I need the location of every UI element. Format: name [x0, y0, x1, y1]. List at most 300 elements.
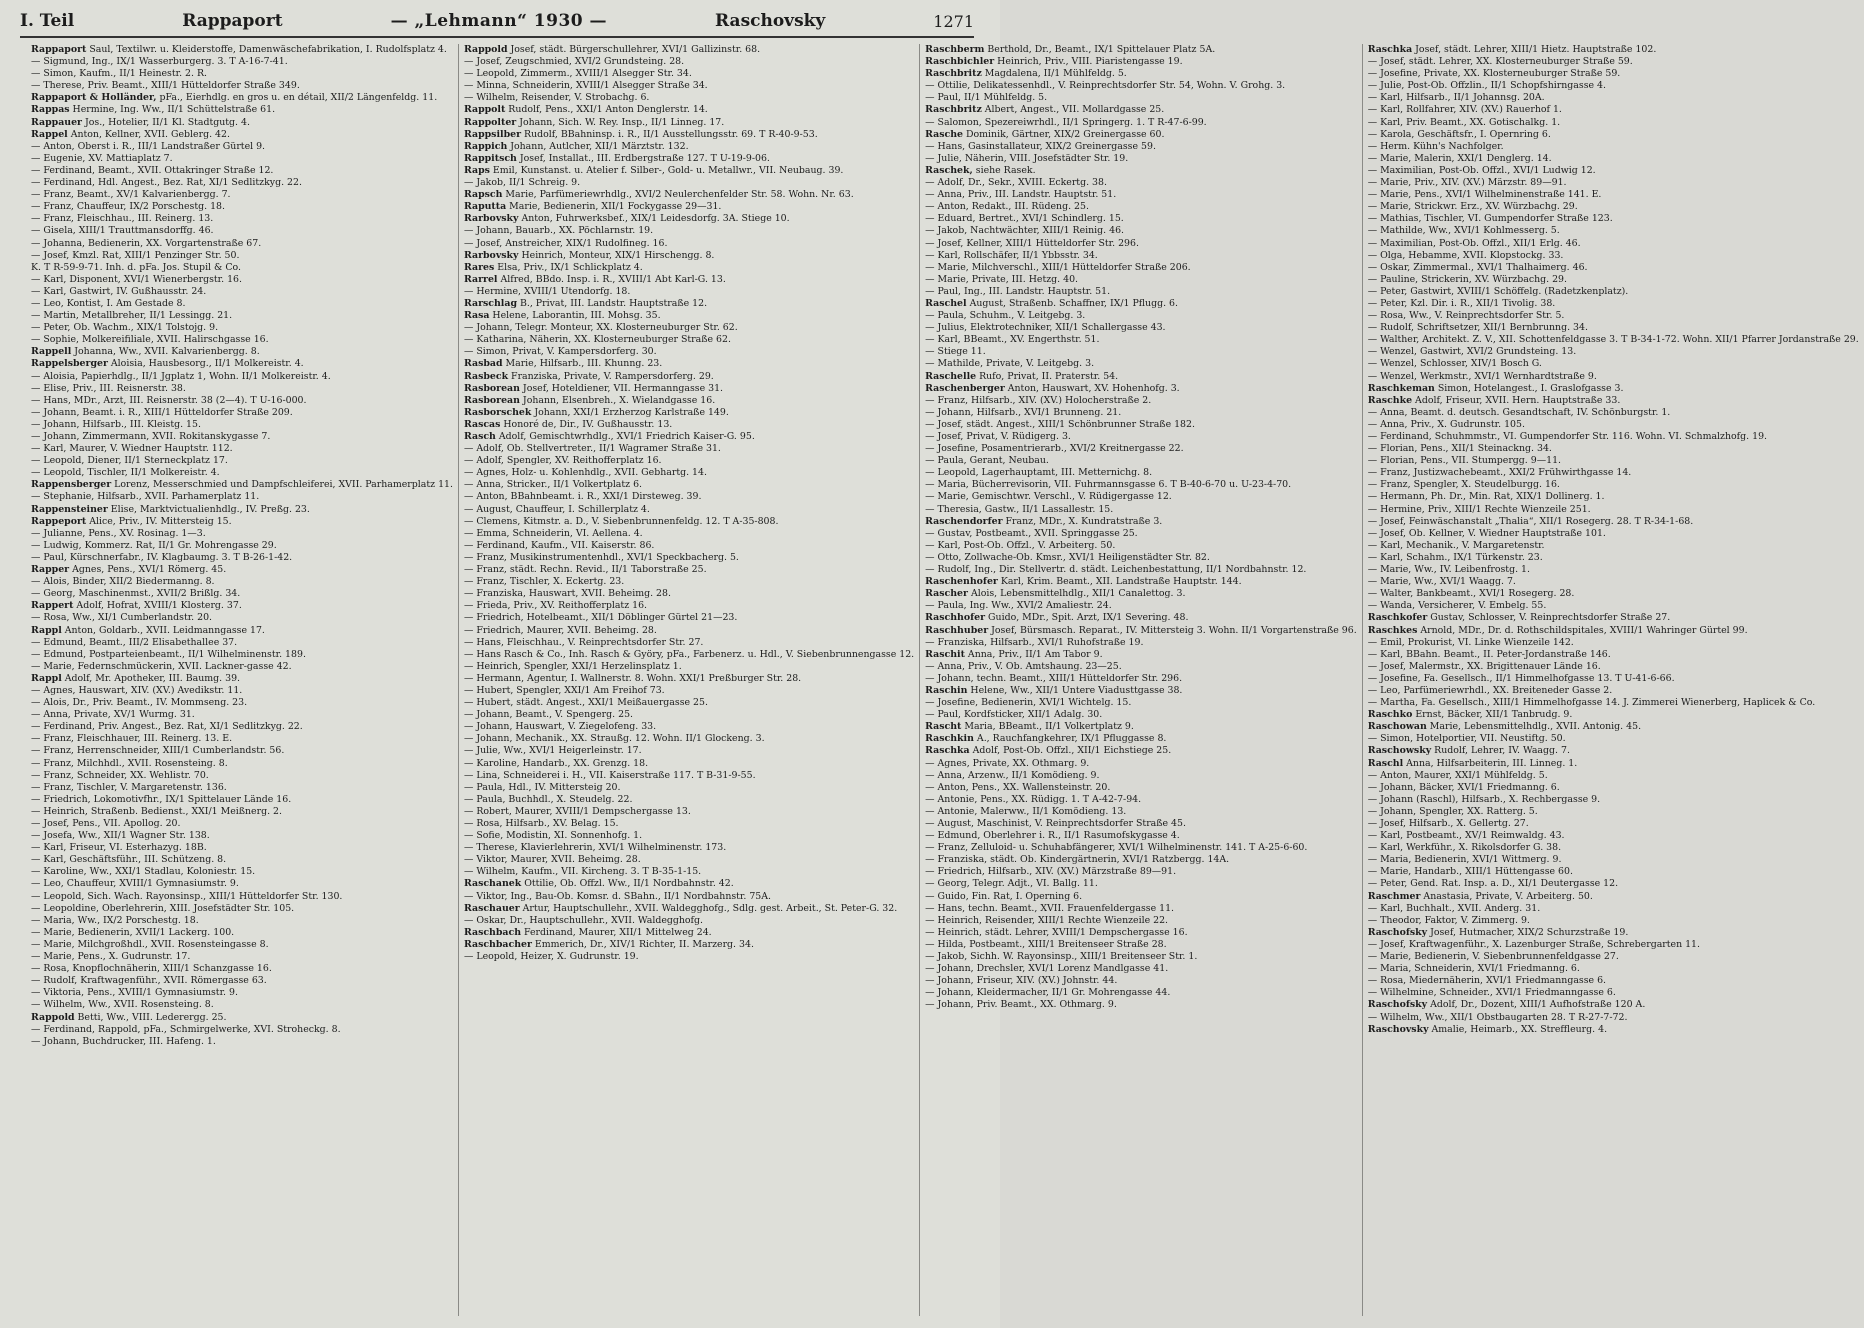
directory-entry — [925, 758, 1357, 770]
entry-details: — Franz, Zelluloid- u. Schuhabfängerer, XVI/1 Wilhelminenstr. 141. T A-25-6-60. — [925, 842, 1308, 854]
directory-entry — [925, 564, 1357, 576]
directory-entry — [464, 298, 914, 310]
entry-details: — Josef, städt. Angest., XIII/1 Schönbrunner Straße 182. — [925, 418, 1195, 430]
directory-entry — [464, 830, 914, 842]
entry-details: — Josefine, Posamentrierarb., XVI/2 Kreitnergasse 22. — [925, 443, 1184, 455]
entry-details: — Rudolf, Kraftwagenführ., XVII. Römergasse 63. — [31, 975, 267, 987]
directory-entry — [925, 443, 1357, 455]
directory-entry — [464, 153, 914, 165]
directory-entry — [464, 939, 914, 951]
entry-details: — Ferdinand, Priv. Angest., Bez. Rat, XI/1 Sedlitzkyg. 22. — [31, 721, 303, 733]
entry-surname: Rappsilber — [463, 128, 522, 140]
entry-details: — Leo, Parfümeriewrhdl., XX. Breiteneder Gasse 2. — [1367, 684, 1613, 696]
entry-details: — Ferdinand, Rappold, pFa., Schmirgelwerke, XVI. Stroheckg. 8. — [31, 1023, 341, 1035]
entry-details: — Johann, Mechanik., XX. Straußg. 12. Wohn. II/1 Glockeng. 3. — [463, 733, 765, 745]
entry-details: — Marie, Pens., X. Gudrunstr. 17. — [31, 951, 191, 963]
entry-details: — Anton, Redakt., III. Rüdeng. 25. — [925, 201, 1089, 213]
entry-details: — Johann, Hilfsarb., XVI/1 Brunneng. 21. — [925, 406, 1122, 418]
directory-entry — [1368, 999, 1859, 1011]
entry-details: — Marie, Handarb., XIII/1 Hüttengasse 60. — [1367, 866, 1573, 878]
column-1 — [26, 44, 459, 1316]
directory-entry — [1368, 467, 1859, 479]
directory-entry — [1368, 516, 1859, 528]
entry-details: — Hans, MDr., Arzt, III. Reisnerstr. 38 (2—4). T U-16-000. — [31, 394, 307, 406]
directory-entry — [925, 733, 1357, 745]
entry-surname: Rasch — [463, 431, 496, 442]
directory-entry — [925, 878, 1357, 890]
directory-entry — [31, 189, 453, 201]
directory-entry — [925, 491, 1357, 503]
entry-details: — Edmund, Postparteienbeamt., II/1 Wilhelminenstr. 189. — [31, 648, 306, 660]
directory-entry — [464, 262, 914, 274]
entry-details: — Simon, Kaufm., II/1 Heinestr. 2. R. — [31, 68, 208, 80]
directory-entry — [1368, 588, 1859, 600]
entry-details: — Mathilde, Private, V. Leitgebg. 3. — [925, 358, 1095, 370]
entry-details: — Julie, Ww., XVI/1 Heigerleinstr. 17. — [463, 745, 642, 757]
entry-surname: Rappel — [31, 128, 68, 140]
directory-entry — [925, 213, 1357, 225]
directory-entry — [464, 903, 914, 915]
entry-details: — Sigmund, Ing., IX/1 Wasserburgerg. 3. T A-16-7-41. — [31, 56, 288, 68]
entry-details: — Aloisia, Papierhdlg., II/1 Jgplatz 1, Wohn. II/1 Molkereistr. 4. — [31, 370, 331, 382]
entry-details: — Julius, Elektrotechniker, XII/1 Schallergasse 43. — [925, 322, 1166, 334]
entry-details: — Pauline, Strickerin, XV. Würzbachg. 29. — [1367, 273, 1567, 285]
entry-details: — Johann (Raschl), Hilfsarb., X. Rechbergasse 9. — [1367, 793, 1601, 805]
entry-details: — Alois, Dr., Priv. Beamt., IV. Mommseng. 23. — [31, 697, 248, 709]
entry-details: — Salomon, Spezereiwrhdl., II/1 Springerg. 1. T R-47-6-99. — [925, 116, 1207, 128]
directory-entry — [925, 286, 1357, 298]
directory-entry — [925, 504, 1357, 516]
directory-entry — [464, 274, 914, 286]
entry-details: — Karl, BBeamt., XV. Engerthstr. 51. — [925, 334, 1100, 346]
directory-entry — [31, 745, 453, 757]
entry-details: — Agnes, Hauswart, XIV. (XV.) Avedikstr. 11. — [31, 684, 243, 696]
entry-details: Josef, Installat., III. Erdbergstraße 127. T U-19-9-06. — [516, 152, 770, 164]
entry-surname: Raschkeman — [1367, 382, 1435, 394]
entry-details: Alice, Priv., IV. Mittersteig 15. — [86, 515, 232, 527]
entry-details: — Hermann, Ph. Dr., Min. Rat, XIX/1 Dollinerg. 1. — [1367, 491, 1605, 503]
directory-entry — [1368, 721, 1859, 733]
entry-details: — Frieda, Priv., XV. Reithofferplatz 16. — [463, 600, 648, 612]
directory-entry — [31, 878, 453, 890]
directory-entry — [925, 818, 1357, 830]
entry-details: B., Privat, III. Landstr. Hauptstraße 12. — [517, 297, 708, 309]
directory-entry — [1368, 322, 1859, 334]
entry-details: Hermine, Ing. Ww., II/1 Schüttelstraße 61. — [69, 104, 276, 116]
entry-details: — Rosa, Knopflochnäherin, XIII/1 Schanzgasse 16. — [31, 963, 272, 975]
directory-entry — [1368, 758, 1859, 770]
directory-entry — [31, 975, 453, 987]
directory-entry — [31, 455, 453, 467]
directory-entry — [925, 842, 1357, 854]
directory-entry — [464, 697, 914, 709]
entry-details: — Franz, Fleischhau., III. Reinerg. 13. — [31, 213, 214, 225]
entry-details: — Anna, Priv., X. Gudrunstr. 105. — [1367, 418, 1525, 430]
entry-surname: Rascht — [925, 721, 962, 733]
directory-entry — [464, 189, 914, 201]
directory-entry — [925, 903, 1357, 915]
directory-entry — [1368, 44, 1859, 56]
directory-entry — [31, 153, 453, 165]
entry-details: — Marie, Pens., XVI/1 Wilhelminenstraße 141. E. — [1367, 189, 1602, 201]
entry-details: — Johann, Friseur, XIV. (XV.) Johnstr. 44. — [925, 975, 1118, 987]
entry-details: Saul, Textilwr. u. Kleiderstoffe, Damenwäschefabrikation, I. Rudolfsplatz 4. — [86, 44, 447, 55]
directory-entry — [1368, 770, 1859, 782]
entry-details: — Theodor, Faktor, V. Zimmerg. 9. — [1367, 914, 1530, 926]
entry-details: — Otto, Zollwache-Ob. Kmsr., XVI/1 Heiligenstädter Str. 82. — [925, 551, 1210, 563]
entry-details: — Minna, Schneiderin, XVIII/1 Alsegger Straße 34. — [463, 80, 708, 92]
entry-details: — Franz, Milchhdl., XVII. Rosensteing. 8. — [31, 757, 228, 769]
directory-entry — [1368, 649, 1859, 661]
entry-details: — Jakob, Nachtwächter, XIII/1 Reinig. 46. — [925, 225, 1125, 237]
entry-surname: Rapper — [31, 564, 70, 576]
directory-entry — [464, 395, 914, 407]
directory-entry — [1368, 68, 1859, 80]
directory-entry — [31, 467, 453, 479]
entry-details: — Hubert, städt. Angest., XXI/1 Meißauergasse 25. — [463, 697, 708, 709]
directory-entry — [1368, 117, 1859, 129]
entry-details: Rudolf, Lehrer, IV. Waagg. 7. — [1431, 745, 1570, 757]
entry-details: — Leo, Kontist, I. Am Gestade 8. — [31, 297, 186, 309]
entry-surname: Raschka — [1367, 44, 1413, 55]
directory-entry — [1368, 830, 1859, 842]
directory-entry — [31, 649, 453, 661]
entry-details: — August, Maschinist, V. Reinprechtsdorfer Straße 45. — [925, 818, 1186, 829]
entry-details: — Leopoldine, Oberlehrerin, XIII. Josefstädter Str. 105. — [31, 902, 295, 914]
entry-details: — Johann, Beamt. i. R., XIII/1 Hütteldorfer Straße 209. — [31, 406, 293, 418]
directory-entry — [464, 721, 914, 733]
entry-details: — Franz, Hilfsarb., XIV. (XV.) Holocherstraße 2. — [925, 394, 1152, 406]
entry-details: — Simon, Privat, V. Kampersdorferg. 30. — [463, 346, 657, 358]
directory-entry — [1368, 201, 1859, 213]
entry-details: — Karl, Geschäftsführ., III. Schützeng. 8. — [31, 854, 227, 866]
directory-entry — [925, 44, 1357, 56]
entry-details: — Mathias, Tischler, VI. Gumpendorfer Straße 123. — [1367, 213, 1613, 225]
directory-entry — [925, 637, 1357, 649]
directory-entry — [464, 540, 914, 552]
directory-entry — [31, 225, 453, 237]
entry-details: — August, Chauffeur, I. Schillerplatz 4. — [463, 503, 650, 515]
directory-entry — [1368, 383, 1859, 395]
entry-surname: Raschberm — [925, 44, 985, 55]
directory-entry — [925, 92, 1357, 104]
entry-details: pFa., Eierhdlg. en gros u. en détail, XII/2 Längenfeldg. 11. — [156, 92, 438, 104]
directory-entry — [925, 915, 1357, 927]
entry-details: Ernst, Bäcker, XII/1 Tanbrudg. 9. — [1412, 709, 1573, 721]
entry-details: — Karoline, Handarb., XX. Grenzg. 18. — [463, 757, 649, 769]
directory-entry — [1368, 903, 1859, 915]
directory-entry — [1368, 963, 1859, 975]
directory-entry — [31, 963, 453, 975]
directory-entry — [1368, 274, 1859, 286]
directory-entry — [1368, 189, 1859, 201]
entry-details: — Ferdinand, Hdl. Angest., Bez. Rat, XI/1 Sedlitzkyg. 22. — [31, 177, 302, 189]
directory-entry — [464, 516, 914, 528]
entry-surname: Raschit — [925, 648, 965, 660]
entry-details: — Friedrich, Lokomotivfhr., IX/1 Spittelauer Lände 16. — [31, 793, 292, 805]
directory-entry — [925, 322, 1357, 334]
entry-details: — Johann, Telegr. Monteur, XX. Klosterneuburger Str. 62. — [463, 322, 738, 334]
directory-entry — [31, 733, 453, 745]
entry-details: — Franz, Schneider, XX. Wehlistr. 70. — [31, 769, 209, 781]
directory-entry — [1368, 927, 1859, 939]
directory-entry — [31, 588, 453, 600]
directory-entry — [464, 733, 914, 745]
directory-entry — [31, 782, 453, 794]
entry-details: — Friedrich, Maurer, XVII. Beheimg. 28. — [463, 624, 657, 636]
directory-entry — [464, 528, 914, 540]
entry-details: — Adolf, Ob. Stellvertreter., II/1 Wagramer Straße 31. — [463, 443, 721, 455]
directory-entry — [1368, 419, 1859, 431]
entry-details: — Katharina, Näherin, XX. Klosterneuburger Straße 62. — [463, 334, 731, 346]
directory-entry — [925, 516, 1357, 528]
directory-entry — [31, 177, 453, 189]
directory-entry — [925, 431, 1357, 443]
directory-entry — [464, 685, 914, 697]
directory-entry — [1368, 358, 1859, 370]
entry-details: — Josefine, Private, XX. Klosterneuburger Straße 59. — [1367, 68, 1621, 80]
entry-surname: Rappert — [31, 600, 74, 612]
entry-details: siehe Rasek. — [972, 164, 1036, 176]
entry-details: — Anton, Oberst i. R., III/1 Landstraßer Gürtel 9. — [31, 140, 266, 152]
directory-entry — [31, 479, 453, 491]
directory-entry — [925, 455, 1357, 467]
entry-details: — Jakob, II/1 Schreig. 9. — [463, 177, 581, 189]
directory-entry — [925, 177, 1357, 189]
directory-entry — [925, 346, 1357, 358]
directory-entry — [31, 806, 453, 818]
entry-details: — Leo, Chauffeur, XVIII/1 Gymnasiumstr. 9. — [31, 878, 239, 890]
entry-details: Anna, Priv., II/1 Am Tabor 9. — [964, 648, 1103, 660]
directory-entry — [31, 758, 453, 770]
entry-details: Emil, Kunstanst. u. Atelier f. Silber-, Gold- u. Metallwr., VII. Neubaug. 39. — [489, 164, 844, 176]
entry-details: Maria, BBeamt., II/1 Volkertplatz 9. — [961, 721, 1134, 733]
entry-details: — Karl, Werkführ., X. Rikolsdorfer G. 38. — [1367, 842, 1562, 854]
entry-surname: Raschowan — [1367, 721, 1427, 733]
directory-entry — [1368, 129, 1859, 141]
entry-surname: Raschl — [1367, 757, 1404, 769]
entry-details: Honoré de, Dir., IV. Gußhausstr. 13. — [500, 418, 673, 430]
directory-entry — [31, 818, 453, 830]
directory-entry — [1368, 975, 1859, 987]
directory-entry — [1368, 298, 1859, 310]
entry-details: — Theresia, Gastw., II/1 Lassallestr. 15. — [925, 503, 1114, 515]
directory-entry — [31, 854, 453, 866]
entry-details: — Marie, Malerin, XXI/1 Denglerg. 14. — [1367, 152, 1552, 164]
entry-details: Betti, Ww., VIII. Lederergg. 25. — [74, 1011, 227, 1023]
directory-entry — [925, 552, 1357, 564]
directory-entry — [31, 915, 453, 927]
entry-details: — Josef, städt. Lehrer, XX. Klosterneuburger Straße 59. — [1367, 56, 1633, 68]
entry-details: — Georg, Telegr. Adjt., VI. Ballg. 11. — [925, 878, 1098, 890]
entry-details: — Josef, Kellner, XIII/1 Hütteldorfer Str. 296. — [925, 237, 1139, 249]
directory-entry — [31, 721, 453, 733]
directory-entry — [464, 117, 914, 129]
entry-details: — Heinrich, Reisender, XIII/1 Rechte Wienzeile 22. — [925, 914, 1169, 926]
directory-entry — [464, 358, 914, 370]
directory-entry — [464, 552, 914, 564]
directory-entry — [464, 165, 914, 177]
directory-entry — [925, 794, 1357, 806]
entry-details: — Stephanie, Hilfsarb., XVII. Parhamerplatz 11. — [31, 491, 260, 503]
directory-entry — [1368, 709, 1859, 721]
entry-surname: Raschek, — [925, 164, 973, 176]
directory-entry — [31, 600, 453, 612]
directory-entry — [31, 310, 453, 322]
directory-entry — [464, 915, 914, 927]
entry-surname: Rappas — [31, 104, 70, 116]
directory-entry — [1368, 987, 1859, 999]
entry-details: — Olga, Hebamme, XVII. Klopstockg. 33. — [1367, 249, 1564, 261]
directory-entry — [925, 395, 1357, 407]
entry-details: — Johann, Kleidermacher, II/1 Gr. Mohrengasse 44. — [925, 987, 1171, 999]
entry-details: Johann, Elsenbreh., X. Wielandgasse 16. — [519, 394, 716, 406]
entry-surname: Raschowsky — [1367, 745, 1432, 757]
entry-surname: Raschhofer — [925, 612, 986, 624]
entry-details: A., Rauchfangkehrer, IX/1 Pfluggasse 8. — [973, 733, 1167, 745]
entry-details: Helene, Laborantin, III. Mohsg. 35. — [489, 310, 661, 322]
entry-details: — Johann, Zimmermann, XVII. Rokitanskygasse 7. — [31, 431, 271, 442]
entry-details: — Josef, Privat, V. Rüdigerg. 3. — [925, 431, 1071, 442]
directory-entry — [1368, 504, 1859, 516]
directory-entry — [1368, 262, 1859, 274]
directory-entry — [31, 322, 453, 334]
entry-details: — Paul, II/1 Mühlfeldg. 5. — [925, 92, 1048, 104]
entry-details: — Anna, Beamt. d. deutsch. Gesandtschaft, IV. Schönburgstr. 1. — [1367, 406, 1671, 418]
directory-entry — [1368, 637, 1859, 649]
entry-surname: Raschke — [1367, 394, 1413, 406]
directory-entry — [464, 854, 914, 866]
entry-details: — Maria, Schneiderin, XVI/1 Friedmanng. 6. — [1367, 963, 1580, 975]
entry-details: Anastasia, Private, V. Arbeiterg. 50. — [1420, 890, 1593, 902]
entry-details: — Maria, Bücherrevisorin, VII. Fuhrmannsgasse 6. T B-40-6-70 u. U-23-4-70. — [925, 479, 1292, 491]
entry-details: Artur, Hauptschullehr., XVII. Waldegghofg., Sdlg. gest. Arbeit., St. Peter-G. 32. — [519, 902, 898, 914]
entry-details: — Marie, Private, III. Hetzg. 40. — [925, 273, 1079, 285]
entry-surname: Rasche — [925, 128, 964, 140]
entry-details: — Karola, Geschäftsfr., I. Opernring 6. — [1367, 128, 1551, 140]
entry-details: Adolf, Dr., Dozent, XIII/1 Aufhofstraße 120 A. — [1427, 999, 1646, 1011]
directory-entry — [464, 56, 914, 68]
entry-details: Anton, Kellner, XVII. Geblerg. 42. — [67, 128, 230, 140]
entry-details: Marie, Bedienerin, XII/1 Fockygasse 29—31. — [506, 201, 722, 213]
directory-entry — [31, 866, 453, 878]
entry-details: — Clemens, Kitmstr. a. D., V. Siebenbrunnenfeldg. 12. T A-35-808. — [463, 515, 779, 527]
entry-surname: Rappold — [31, 1011, 75, 1023]
entry-details: — Wilhelm, Reisender, V. Strobachg. 6. — [463, 92, 650, 104]
entry-details: — Karl, Post-Ob. Offzl., V. Arbeiterg. 50. — [925, 539, 1116, 551]
entry-details: — Paul, Kürschnerfabr., IV. Klagbaumg. 3. T B-26-1-42. — [31, 551, 293, 563]
directory-entry — [31, 673, 453, 685]
directory-entry — [925, 407, 1357, 419]
entry-surname: Raschin — [925, 684, 968, 696]
entry-details: — Leopold, Diener, II/1 Sterneckplatz 17. — [31, 455, 228, 467]
directory-entry — [31, 395, 453, 407]
directory-entry — [1368, 842, 1859, 854]
directory-entry — [925, 262, 1357, 274]
entry-details: — Martha, Fa. Gesellsch., XIII/1 Himmelhofgasse 14. J. Zimmerei Wienerberg, Haplicek & Co. — [1367, 697, 1816, 709]
entry-details: — Mathilde, Ww., XVI/1 Kohlmesserg. 5. — [1367, 225, 1560, 237]
column-4 — [1363, 44, 1864, 1316]
directory-entry — [925, 528, 1357, 540]
directory-entry — [31, 262, 453, 274]
entry-details: — Josef, Kmzl. Rat, XIII/1 Penzinger Str. 50. — [31, 249, 240, 261]
directory-entry — [1368, 225, 1859, 237]
entry-details: — Florian, Pens., XII/1 Steinackng. 34. — [1367, 443, 1552, 455]
directory-entry — [1368, 612, 1859, 624]
directory-entry — [31, 842, 453, 854]
directory-columns — [26, 44, 1859, 1316]
directory-entry — [31, 44, 453, 56]
entry-surname: Raschofsky — [1367, 999, 1428, 1011]
entry-details: — Hans, Fleischhau., V. Reinprechtsdorfer Str. 27. — [463, 636, 704, 648]
entry-details: Franziska, Private, V. Rampersdorferg. 29. — [508, 370, 714, 382]
entry-details: — Franz, Tischler, X. Eckertg. 23. — [463, 576, 625, 588]
directory-entry — [1368, 564, 1859, 576]
directory-entry — [1368, 286, 1859, 298]
entry-details: — Johann, Priv. Beamt., XX. Othmarg. 9. — [925, 999, 1117, 1011]
directory-entry — [1368, 310, 1859, 322]
directory-entry — [464, 588, 914, 600]
entry-details: — Karl, Mechanik., V. Margaretenstr. — [1367, 539, 1545, 551]
entry-details: — Robert, Maurer, XVIII/1 Dempschergasse 13. — [463, 805, 691, 817]
header-first-entry: Rappaport — [182, 11, 283, 31]
directory-entry — [925, 866, 1357, 878]
directory-entry — [925, 963, 1357, 975]
directory-entry — [925, 117, 1357, 129]
page-header — [20, 6, 974, 38]
directory-entry — [925, 141, 1357, 153]
entry-details: Adolf, Friseur, XVII. Hern. Hauptstraße 33. — [1412, 394, 1621, 406]
entry-details: — Paula, Hdl., IV. Mittersteig 20. — [463, 781, 621, 793]
entry-details: — Emil, Prokurist, VI. Linke Wienzeile 142. — [1367, 636, 1574, 648]
entry-surname: Raschka — [925, 745, 970, 757]
directory-entry — [1368, 673, 1859, 685]
directory-entry — [31, 999, 453, 1011]
entry-details: — Agnes, Private, XX. Othmarg. 9. — [925, 757, 1090, 769]
entry-details: — Peter, Kzl. Dir. i. R., XII/1 Tivolig. 38. — [1367, 297, 1556, 309]
directory-entry — [925, 129, 1357, 141]
directory-entry — [464, 455, 914, 467]
entry-details: — Maximilian, Post-Ob. Offzl., XII/1 Erlg. 46. — [1367, 237, 1581, 249]
directory-entry — [464, 286, 914, 298]
directory-entry — [31, 528, 453, 540]
directory-entry — [925, 298, 1357, 310]
directory-entry — [464, 576, 914, 588]
directory-entry — [1368, 540, 1859, 552]
entry-details: — Leopold, Heizer, X. Gudrunstr. 19. — [463, 951, 639, 963]
directory-entry — [464, 491, 914, 503]
entry-details: — Paula, Schuhm., V. Leitgebg. 3. — [925, 310, 1086, 322]
directory-entry — [31, 830, 453, 842]
directory-entry — [464, 612, 914, 624]
directory-entry — [1368, 939, 1859, 951]
directory-entry — [925, 189, 1357, 201]
entry-details: — Karl, Buchhalt., XVII. Anderg. 31. — [1367, 902, 1541, 914]
entry-details: — Ferdinand, Beamt., XVII. Ottakringer Straße 12. — [31, 164, 274, 176]
directory-entry — [464, 806, 914, 818]
entry-details: Guido, MDr., Spit. Arzt, IX/1 Severing. 48. — [985, 612, 1189, 624]
directory-entry — [464, 104, 914, 116]
entry-details: — Antonie, Malerww., II/1 Komödieng. 13. — [925, 805, 1127, 817]
directory-entry — [31, 491, 453, 503]
entry-details: — Edmund, Oberlehrer i. R., II/1 Rasumofskygasse 4. — [925, 830, 1180, 842]
entry-surname: Raschmer — [1367, 890, 1421, 902]
entry-details: — Josef, Hilfsarb., X. Gellertg. 27. — [1367, 818, 1529, 829]
directory-entry — [925, 104, 1357, 116]
directory-entry — [925, 951, 1357, 963]
entry-details: — Franziska, städt. Ob. Kindergärtnerin, XVI/1 Ratzbergg. 14A. — [925, 854, 1230, 866]
directory-entry — [464, 818, 914, 830]
